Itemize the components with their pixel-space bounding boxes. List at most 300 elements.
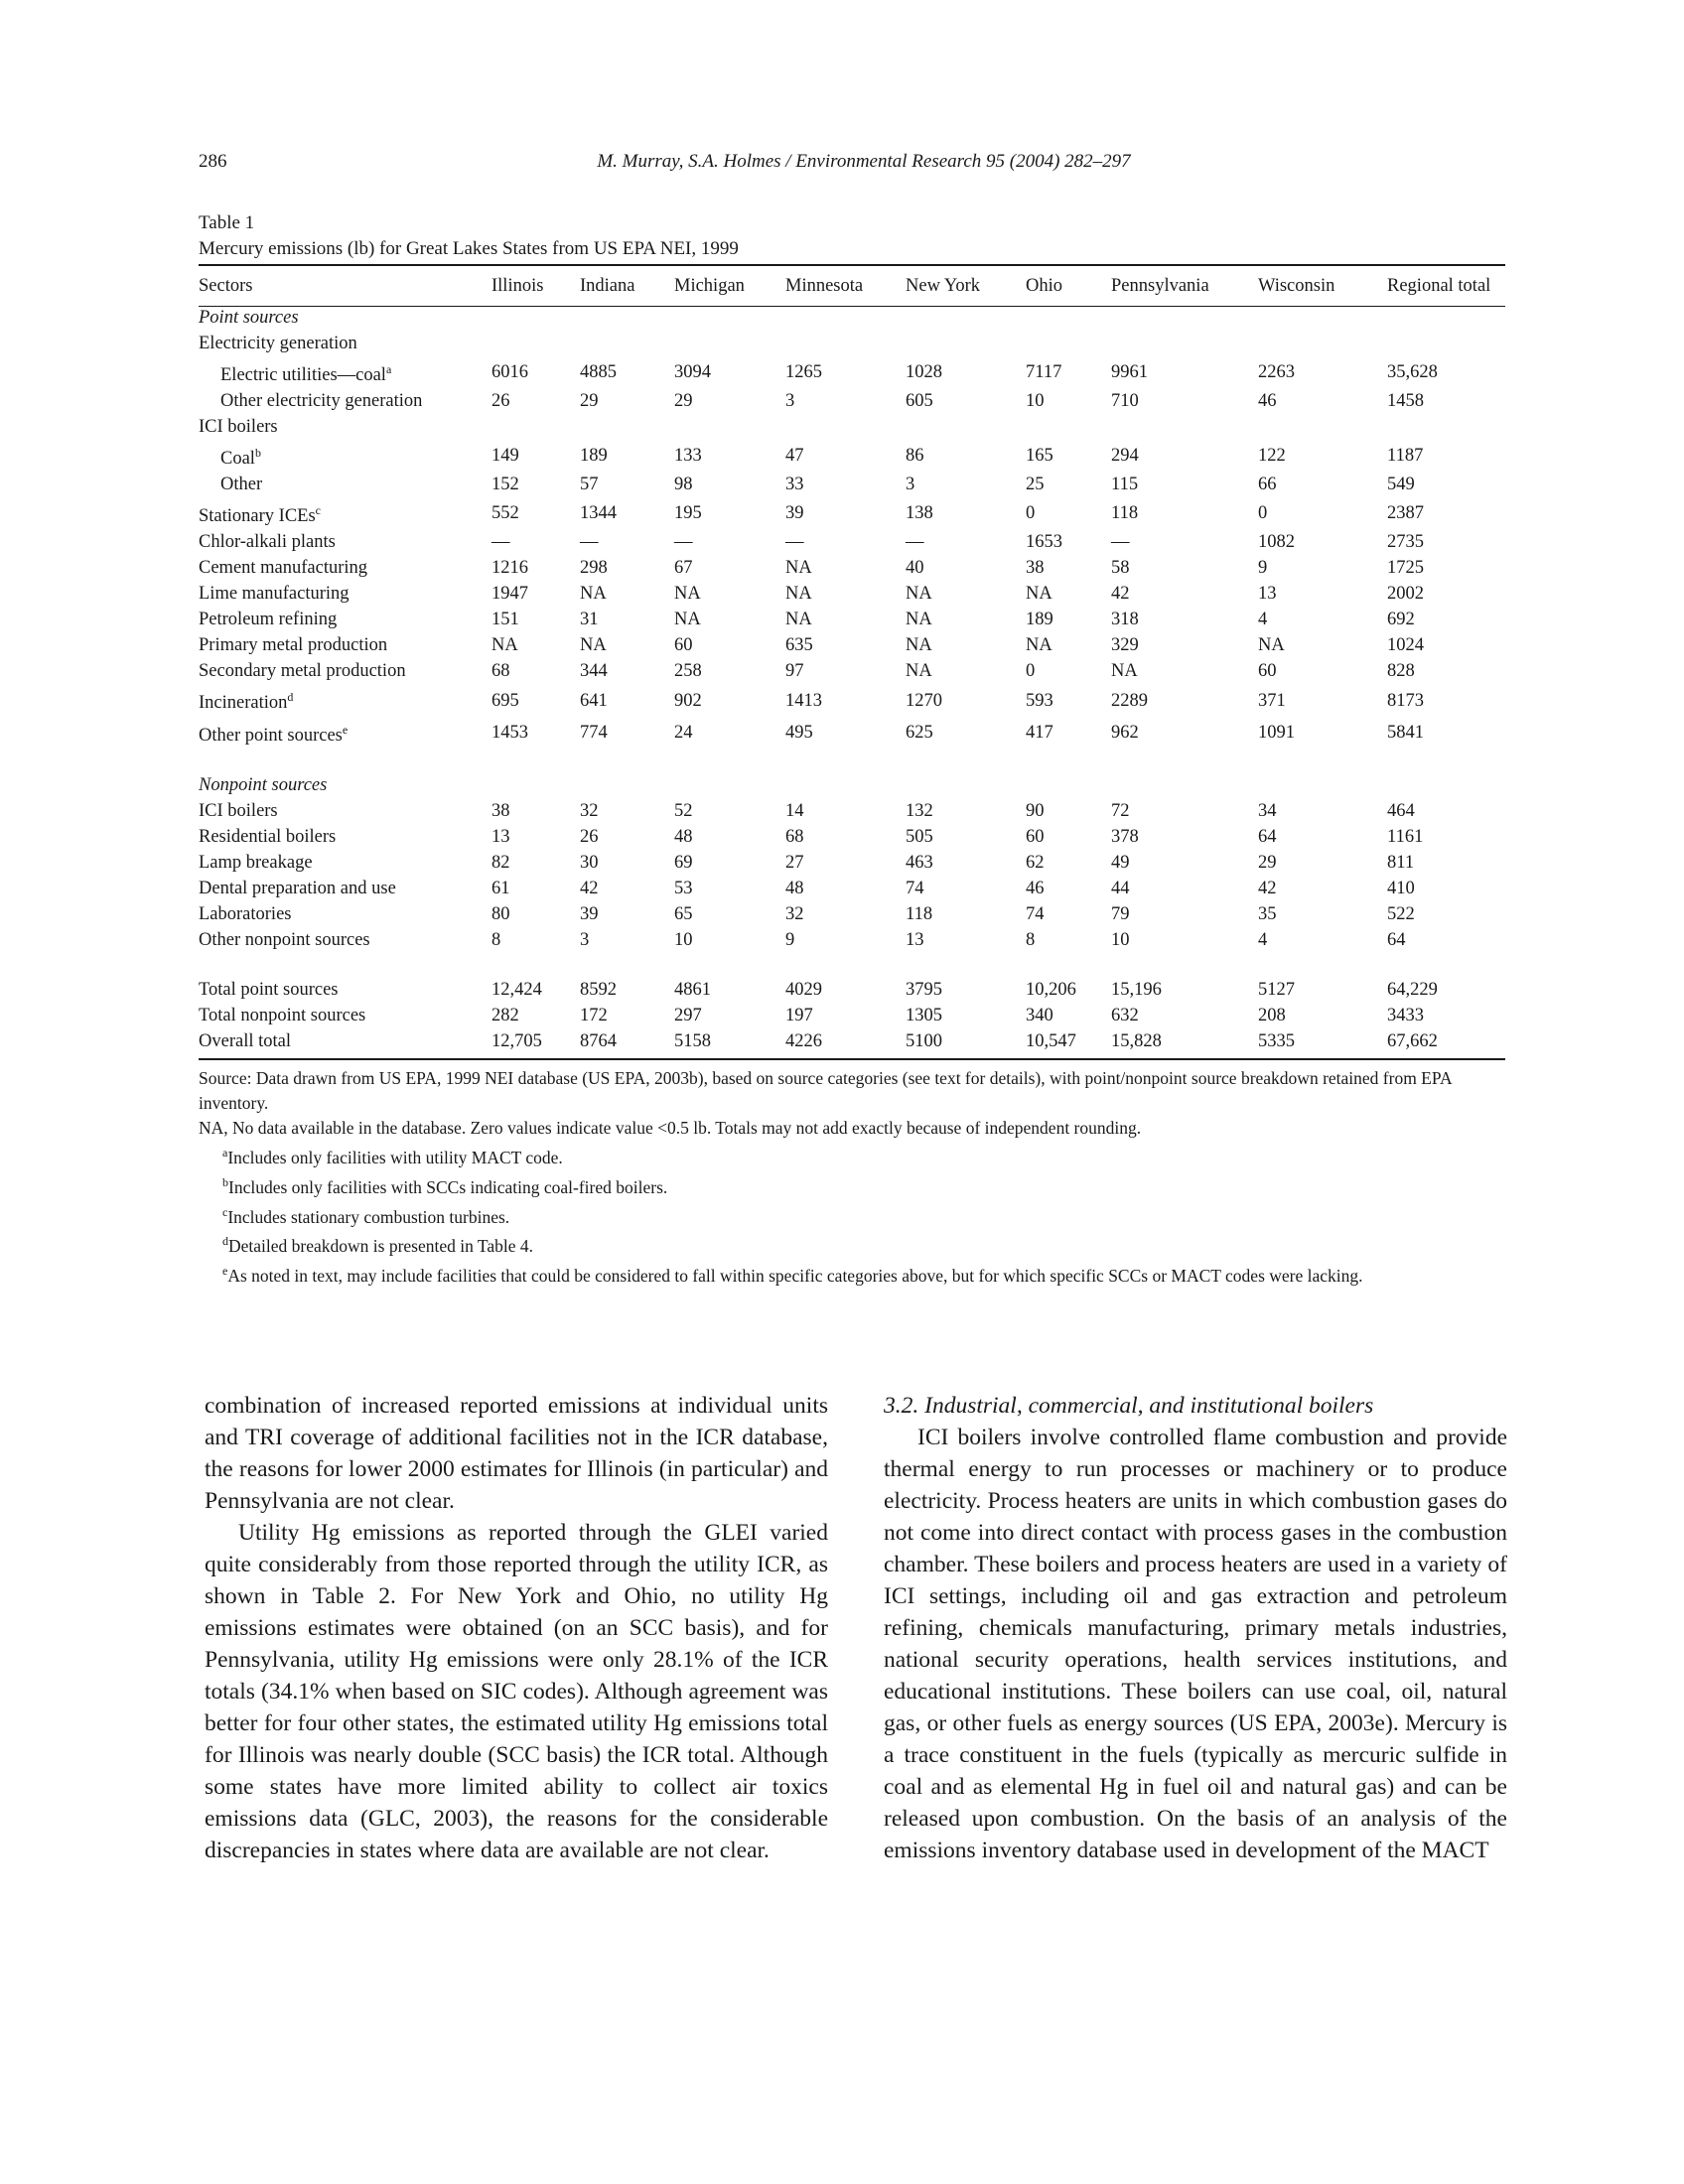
table-row (199, 977, 1505, 1003)
table-cell: 189 (580, 446, 608, 467)
footnote (199, 1200, 1505, 1230)
row-label-text: Other electricity generation (220, 391, 423, 412)
column-header: Michigan (674, 276, 745, 296)
table-cell: 464 (1387, 800, 1415, 821)
table-row (199, 850, 1505, 876)
footnote-marker: c (222, 1204, 228, 1219)
table-cell: 62 (1026, 852, 1045, 873)
row-label-text: Lime manufacturing (199, 584, 350, 605)
table-cell: 378 (1111, 826, 1139, 847)
footnote-marker: b (254, 446, 261, 461)
table-cell: 329 (1111, 635, 1139, 656)
table-cell: 3094 (674, 362, 711, 383)
table-row (199, 824, 1505, 850)
table-cell: 318 (1111, 610, 1139, 630)
table-row (199, 472, 1505, 497)
table-row (199, 798, 1505, 824)
row-label (199, 632, 491, 658)
table-cell: 902 (674, 690, 702, 711)
section-heading: 3.2. Industrial, commercial, and institutional boilers (884, 1393, 1374, 1419)
table-row (199, 927, 1505, 953)
footnote-marker: b (222, 1174, 228, 1189)
column-header: Regional total (1387, 276, 1491, 296)
row-label-text: Coal (220, 449, 255, 470)
table-cell: 692 (1387, 610, 1415, 630)
table-cell: 4885 (580, 362, 617, 383)
table-cell: 39 (785, 503, 804, 524)
table-cell: 118 (1111, 503, 1139, 524)
table-cell: NA (1258, 635, 1285, 656)
table-cell: — (674, 532, 693, 553)
table-cell: 5100 (906, 1030, 942, 1051)
table-cell: NA (785, 610, 812, 630)
table-cell: 371 (1258, 690, 1286, 711)
table-cell: 298 (580, 558, 608, 579)
footnote-marker: e (342, 722, 349, 737)
column-header: New York (906, 276, 981, 296)
table-cell: 635 (785, 635, 813, 656)
footnote-marker: c (315, 503, 321, 518)
table-cell: 4226 (785, 1030, 822, 1051)
table-cell: 24 (674, 722, 693, 743)
table-title: Mercury emissions (lb) for Great Lakes States from US EPA NEI, 1999 (199, 238, 739, 259)
table-cell: 8592 (580, 979, 617, 1000)
row-label-text: Dental preparation and use (199, 878, 396, 898)
row-label (199, 850, 491, 876)
table-cell: 828 (1387, 661, 1415, 682)
table-cell: 15,828 (1111, 1030, 1162, 1051)
table-cell: 625 (906, 722, 933, 743)
table-cell: 3 (580, 929, 590, 950)
table-cell: 3433 (1387, 1005, 1424, 1025)
column-header: Pennsylvania (1111, 276, 1209, 296)
table-cell: 64 (1258, 826, 1277, 847)
table-cell: 522 (1387, 903, 1415, 924)
row-label (199, 684, 491, 716)
table-cell: NA (1111, 661, 1138, 682)
table-cell: — (580, 532, 599, 553)
table-cell: 417 (1026, 722, 1053, 743)
table-cell: — (906, 532, 924, 553)
body-paragraph: ICI boilers involve controlled flame combustion and provide thermal energy to run processes or machinery or to produce electricity. Process heaters are units in which combustion gases do not come into direct contact with process gases in the combustion chamber. These boilers and process heaters are used in a variety of ICI settings, including oil and gas extraction and petroleum refining, chemicals manufacturing, primary metals industries, national security operations, health services institutions, and educational institutions. These boilers can use coal, oil, natural gas, or other fuels as energy sources (US EPA, 2003e). Mercury is a trace constituent in the fuels (typically as mercuric sulfide in coal and as elemental Hg in fuel oil and natural gas) and can be released upon combustion. On the basis of an analysis of the emissions inventory database used in development of the MACT (884, 1425, 1507, 1863)
table-cell: 8 (1026, 929, 1036, 950)
row-label-text: Total point sources (199, 979, 339, 1000)
table-cell: 26 (580, 826, 599, 847)
table-cell: 10 (674, 929, 693, 950)
table-cell: 2387 (1387, 503, 1424, 524)
table-cell: NA (674, 610, 701, 630)
column-header: Indiana (580, 276, 635, 296)
table-cell: 410 (1387, 878, 1415, 898)
table-cell: 48 (674, 826, 693, 847)
row-label-text: Lamp breakage (199, 852, 313, 873)
row-label (199, 607, 491, 632)
table-cell: 42 (580, 878, 599, 898)
table-cell: 1305 (906, 1005, 942, 1025)
table-cell: 13 (1258, 584, 1277, 605)
table-cell: 3795 (906, 979, 942, 1000)
table-cell: 98 (674, 475, 693, 495)
table-cell: 10 (1026, 391, 1045, 412)
table-bottom-rule (199, 1058, 1505, 1060)
table-cell: 72 (1111, 800, 1130, 821)
table-cell: 79 (1111, 903, 1130, 924)
table-cell: 1453 (491, 722, 528, 743)
table-cell: 195 (674, 503, 702, 524)
table-subheading (199, 414, 1505, 440)
table-cell: 35,628 (1387, 362, 1438, 383)
table-cell: 189 (1026, 610, 1053, 630)
table-cell: 52 (674, 800, 693, 821)
row-label (199, 876, 491, 901)
table-cell: 0 (1258, 503, 1268, 524)
row-label (199, 824, 491, 850)
row-label-text: Total nonpoint sources (199, 1005, 366, 1025)
table-cell: 29 (1258, 852, 1277, 873)
table-cell: 64,229 (1387, 979, 1438, 1000)
table-cell: 60 (1258, 661, 1277, 682)
table-cell: 67 (674, 558, 693, 579)
table-cell: 340 (1026, 1005, 1053, 1025)
table-cell: 58 (1111, 558, 1130, 579)
table-cell: 5841 (1387, 722, 1424, 743)
table-cell: 35 (1258, 903, 1277, 924)
table-cell: 1216 (491, 558, 528, 579)
footnote (199, 1259, 1505, 1289)
column-header: Illinois (491, 276, 544, 296)
table-cell: 68 (491, 661, 510, 682)
table-cell: 138 (906, 503, 933, 524)
table-cell: 25 (1026, 475, 1045, 495)
table-cell: NA (580, 584, 607, 605)
table-cell: 60 (674, 635, 693, 656)
row-label (199, 497, 491, 529)
table-cell: 9 (785, 929, 795, 950)
row-label-text: Petroleum refining (199, 610, 338, 630)
spacer-cell (199, 749, 1505, 772)
table-cell: 463 (906, 852, 933, 873)
row-label (199, 440, 491, 472)
table-cell: 552 (491, 503, 519, 524)
table-cell: 1265 (785, 362, 822, 383)
table-group-heading (199, 772, 1505, 798)
table-cell: 208 (1258, 1005, 1286, 1025)
row-label: ICI boilers (199, 417, 278, 438)
emissions-table (199, 267, 1505, 1054)
table-cell: 1344 (580, 503, 617, 524)
table-cell: 14 (785, 800, 804, 821)
table-cell: NA (785, 558, 812, 579)
footnote-marker: a (222, 1146, 228, 1160)
table-cell: 61 (491, 878, 510, 898)
table-cell: 97 (785, 661, 804, 682)
footnote-marker: d (287, 690, 294, 705)
footnote-marker: d (222, 1234, 228, 1249)
row-label-text: Cement manufacturing (199, 558, 368, 579)
table-cell: 641 (580, 690, 608, 711)
table-cell: 118 (906, 903, 933, 924)
body-left-column (205, 1390, 828, 1866)
table-row (199, 684, 1505, 716)
table-row (199, 717, 1505, 749)
row-label (199, 388, 491, 414)
table-cell: 258 (674, 661, 702, 682)
table-cell: 2002 (1387, 584, 1424, 605)
table-cell: 7117 (1026, 362, 1062, 383)
table-cell: 1187 (1387, 446, 1424, 467)
row-label-text: Laboratories (199, 903, 292, 924)
table-cell: NA (906, 610, 932, 630)
table-cell: NA (1026, 584, 1052, 605)
table-cell: 632 (1111, 1005, 1139, 1025)
column-header: Minnesota (785, 276, 864, 296)
table-cell: 149 (491, 446, 519, 467)
table-cell: 4861 (674, 979, 711, 1000)
table-cell: 33 (785, 475, 804, 495)
row-label: Nonpoint sources (199, 774, 328, 795)
body-paragraph: combination of increased reported emissions at individual units and TRI coverage of additional facilities not in the ICR database, the reasons for lower 2000 estimates for Illinois (in particular) and Pennsylvania are not clear. (205, 1393, 828, 1514)
table-cell: 774 (580, 722, 608, 743)
table-cell: 1725 (1387, 558, 1424, 579)
table-cell: 1947 (491, 584, 528, 605)
table-cell: 282 (491, 1005, 519, 1025)
row-label (199, 658, 491, 684)
table-cell: 74 (1026, 903, 1045, 924)
table-cell: 710 (1111, 391, 1139, 412)
table-row (199, 440, 1505, 472)
table-cell: 1082 (1258, 532, 1295, 553)
row-label (199, 356, 491, 388)
footnote-text: Includes only facilities with SCCs indicating coal-fired boilers. (228, 1176, 668, 1197)
table-cell: 53 (674, 878, 693, 898)
table-cell: 82 (491, 852, 510, 873)
row-label-text: Stationary ICEs (199, 506, 316, 527)
spacer-cell (199, 953, 1505, 977)
table-cell: 44 (1111, 878, 1130, 898)
table-cell: 505 (906, 826, 933, 847)
column-header: Sectors (199, 276, 253, 296)
table-cell: 1091 (1258, 722, 1295, 743)
footnote-marker: a (385, 362, 392, 376)
table-cell: 4 (1258, 929, 1268, 950)
table-cell: 8 (491, 929, 501, 950)
table-cell: 60 (1026, 826, 1045, 847)
table-cell: NA (491, 635, 518, 656)
table-cell: 1653 (1026, 532, 1062, 553)
table-cell: 10 (1111, 929, 1130, 950)
table-cell: 1458 (1387, 391, 1424, 412)
table-cell: 2289 (1111, 690, 1148, 711)
row-label-text: Overall total (199, 1030, 291, 1051)
table-row (199, 658, 1505, 684)
table-cell: 1024 (1387, 635, 1424, 656)
row-label-text: Other nonpoint sources (199, 929, 370, 950)
table-cell: 27 (785, 852, 804, 873)
table-cell: 40 (906, 558, 924, 579)
table-footnotes (199, 1141, 1505, 1289)
table-cell: 46 (1026, 878, 1045, 898)
table-cell: 57 (580, 475, 599, 495)
row-label-text: Other (220, 475, 263, 495)
table-group-heading (199, 305, 1505, 331)
footnote-marker: e (222, 1264, 228, 1279)
row-label-text: Residential boilers (199, 826, 337, 847)
body-right-column (884, 1390, 1507, 1866)
table-cell: 69 (674, 852, 693, 873)
table-cell: 47 (785, 446, 804, 467)
table-row (199, 529, 1505, 555)
table-source-note: Source: Data drawn from US EPA, 1999 NEI database (US EPA, 2003b), based on source categories (see text for details), with point/nonpoint source breakdown retained from EPA inventory. (199, 1068, 1452, 1113)
table-cell: 30 (580, 852, 599, 873)
table-cell: NA (1026, 635, 1052, 656)
table-cell: 3 (906, 475, 915, 495)
table-cell: 0 (1026, 661, 1036, 682)
table-cell: NA (674, 584, 701, 605)
page-header (199, 151, 1529, 181)
table-cell: — (785, 532, 804, 553)
table-cell: 42 (1258, 878, 1277, 898)
table-cell: 29 (580, 391, 599, 412)
table-cell: 12,424 (491, 979, 542, 1000)
table-cell: 10,206 (1026, 979, 1076, 1000)
table-cell: 811 (1387, 852, 1415, 873)
row-label (199, 472, 491, 497)
column-header: Wisconsin (1258, 276, 1335, 296)
table-header-row (199, 267, 1505, 305)
footnote-text: Detailed breakdown is presented in Table 4. (228, 1236, 534, 1257)
column-header: Ohio (1026, 276, 1062, 296)
table-row (199, 555, 1505, 581)
table-na-note: NA, No data available in the database. Zero values indicate value <0.5 lb. Totals may not add exactly because of independent rounding. (199, 1118, 1142, 1138)
row-label (199, 977, 491, 1003)
table-cell: NA (906, 635, 932, 656)
table-cell: 132 (906, 800, 933, 821)
table-spacer-row (199, 953, 1505, 977)
row-label-text: Primary metal production (199, 635, 388, 656)
row-label-text: Other point sources (199, 725, 343, 746)
table-row (199, 607, 1505, 632)
table-cell: 197 (785, 1005, 813, 1025)
table-cell: 46 (1258, 391, 1277, 412)
table-row (199, 1028, 1505, 1054)
table-cell: 1028 (906, 362, 942, 383)
table-cell: 34 (1258, 800, 1277, 821)
table-cell: — (491, 532, 510, 553)
table-cell: 0 (1026, 503, 1036, 524)
table-body (199, 305, 1505, 1054)
row-label (199, 901, 491, 927)
body-paragraph: Utility Hg emissions as reported through the GLEI varied quite considerably from those reported through the utility ICR, as shown in Table 2. For New York and Ohio, no utility Hg emissions estimates were obtained (on an SCC basis), and for Pennsylvania, utility Hg emissions were only 28.1% of the ICR totals (34.1% when based on SIC codes). Although agreement was better for four other states, the estimated utility Hg emissions total for Illinois was nearly double (SCC basis) the ICR total. Although some states have more limited ability to collect air toxics emissions data (GLC, 2003), the reasons for the considerable discrepancies in states where data are available are not clear. (205, 1520, 828, 1863)
table-cell: 48 (785, 878, 804, 898)
table-cell: 80 (491, 903, 510, 924)
row-label-text: Chlor-alkali plants (199, 532, 336, 553)
table-cell: 9961 (1111, 362, 1148, 383)
table-row (199, 497, 1505, 529)
footnote-text: Includes stationary combustion turbines. (227, 1206, 510, 1227)
table-cell: 165 (1026, 446, 1053, 467)
table-cell: 115 (1111, 475, 1139, 495)
table-cell: 38 (491, 800, 510, 821)
table-cell: 495 (785, 722, 813, 743)
table-cell: 122 (1258, 446, 1286, 467)
table-cell: 5127 (1258, 979, 1295, 1000)
table-cell: 294 (1111, 446, 1139, 467)
row-label: Point sources (199, 308, 299, 328)
table-cell: 6016 (491, 362, 528, 383)
table-cell: 8173 (1387, 690, 1424, 711)
table-label: Table 1 (199, 212, 255, 233)
table-cell: 4 (1258, 610, 1268, 630)
table-cell: 5158 (674, 1030, 711, 1051)
row-label: Electricity generation (199, 334, 357, 353)
table-cell: 133 (674, 446, 702, 467)
table-cell: 39 (580, 903, 599, 924)
table-cell: 151 (491, 610, 519, 630)
footnote (199, 1229, 1505, 1259)
table-notes (199, 1066, 1505, 1289)
table-cell: 26 (491, 391, 510, 412)
table-cell: NA (906, 584, 932, 605)
table-cell: 297 (674, 1005, 702, 1025)
row-label-text: Incineration (199, 693, 288, 714)
row-label (199, 1003, 491, 1028)
table-cell: 9 (1258, 558, 1268, 579)
table-cell: NA (906, 661, 932, 682)
table-row (199, 632, 1505, 658)
row-label-text: Secondary metal production (199, 661, 406, 682)
row-label (199, 927, 491, 953)
table-cell: 12,705 (491, 1030, 542, 1051)
footnote-text: Includes only facilities with utility MACT code. (227, 1147, 563, 1167)
table-cell: 13 (906, 929, 924, 950)
table-row (199, 1003, 1505, 1028)
table-cell: 344 (580, 661, 608, 682)
table-cell: 5335 (1258, 1030, 1295, 1051)
table-cell: 31 (580, 610, 599, 630)
table-cell: 3 (785, 391, 795, 412)
table-cell: — (1111, 532, 1130, 553)
footnote (199, 1170, 1505, 1200)
row-label (199, 581, 491, 607)
table-row (199, 356, 1505, 388)
table-row (199, 876, 1505, 901)
journal-citation: M. Murray, S.A. Holmes / Environmental Research 95 (2004) 282–297 (597, 151, 1131, 172)
table-cell: 152 (491, 475, 519, 495)
table-cell: 67,662 (1387, 1030, 1438, 1051)
row-label (199, 555, 491, 581)
footnote-text: As noted in text, may include facilities that could be considered to fall within specific categories above, but for which specific SCCs or MACT codes were lacking. (227, 1266, 1363, 1287)
row-label (199, 529, 491, 555)
table-cell: 2735 (1387, 532, 1424, 553)
table-cell: 4029 (785, 979, 822, 1000)
table-cell: 1413 (785, 690, 822, 711)
table-cell: 1161 (1387, 826, 1424, 847)
row-label (199, 798, 491, 824)
table-row (199, 901, 1505, 927)
table-cell: 49 (1111, 852, 1130, 873)
table-cell: 74 (906, 878, 924, 898)
table-cell: 2263 (1258, 362, 1295, 383)
table-cell: 549 (1387, 475, 1415, 495)
table-top-rule (199, 264, 1505, 266)
table-caption (199, 210, 739, 262)
table-cell: 13 (491, 826, 510, 847)
table-cell: 90 (1026, 800, 1045, 821)
table-cell: 1270 (906, 690, 942, 711)
table-cell: 605 (906, 391, 933, 412)
table-cell: 64 (1387, 929, 1406, 950)
table-cell: 38 (1026, 558, 1045, 579)
